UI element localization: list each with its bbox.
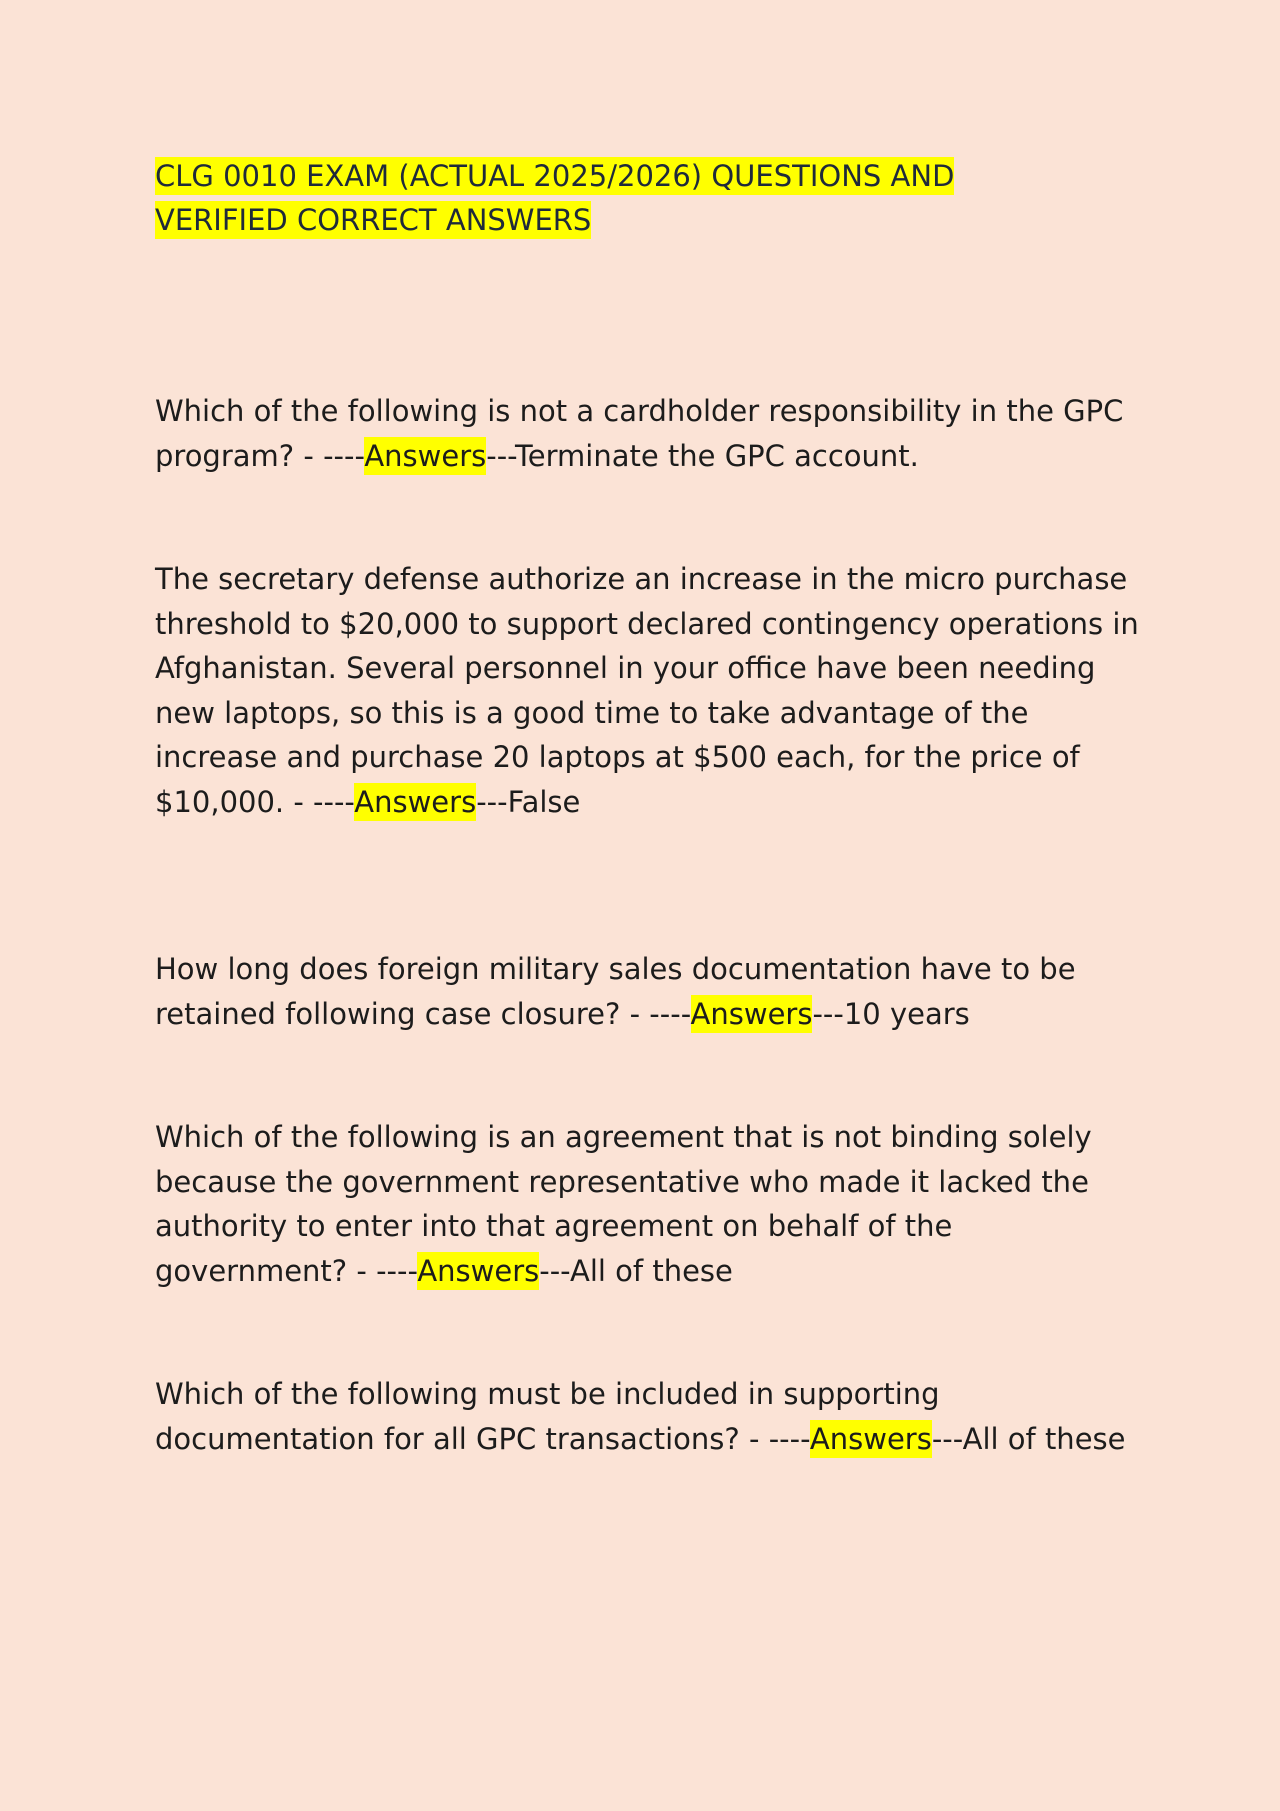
answers-marker: Answers	[417, 1253, 540, 1288]
answer-text: ---10 years	[812, 996, 970, 1031]
qa-item-4	[155, 1115, 1140, 1293]
qa-item-2	[155, 557, 1140, 824]
answers-marker: Answers	[690, 996, 813, 1031]
document-title	[155, 154, 1155, 242]
question-text: Which of the following is an agreement that is not binding solely because the government representative who made it lacked the authority to enter into that agreement on behalf of the government? - ----	[155, 1120, 1092, 1288]
title-line-2: VERIFIED CORRECT ANSWERS	[155, 203, 592, 237]
answer-text: ---Terminate the GPC account.	[486, 438, 919, 473]
answer-text: ---All of these	[539, 1253, 733, 1288]
answers-marker: Answers	[364, 438, 487, 473]
question-text: The secretary defense authorize an increase in the micro purchase threshold to $20,000 to support declared contingency operations in Afghanistan. Several personnel in your office have been needing new laptops, so this is a good time to take advantage of the increase and purchase 20 laptops at $500 each, for the price of $10,000. - ----	[155, 562, 1139, 819]
question-text: Which of the following must be included in supporting documentation for all GPC transactions? - ----	[155, 1377, 940, 1456]
qa-item-1	[155, 389, 1140, 478]
title-line-1: CLG 0010 EXAM (ACTUAL 2025/2026) QUESTIONS AND	[155, 159, 955, 193]
answer-text: ---False	[476, 784, 581, 819]
qa-item-3	[155, 947, 1140, 1036]
question-text: Which of the following is not a cardholder responsibility in the GPC program? - ----	[155, 394, 1124, 473]
answers-marker: Answers	[809, 1421, 932, 1456]
answers-marker: Answers	[354, 784, 477, 819]
qa-item-5	[155, 1372, 1140, 1461]
answer-text: ---All of these	[931, 1421, 1126, 1456]
question-text: How long does foreign military sales documentation have to be retained following case closure? - ----	[155, 952, 1076, 1031]
